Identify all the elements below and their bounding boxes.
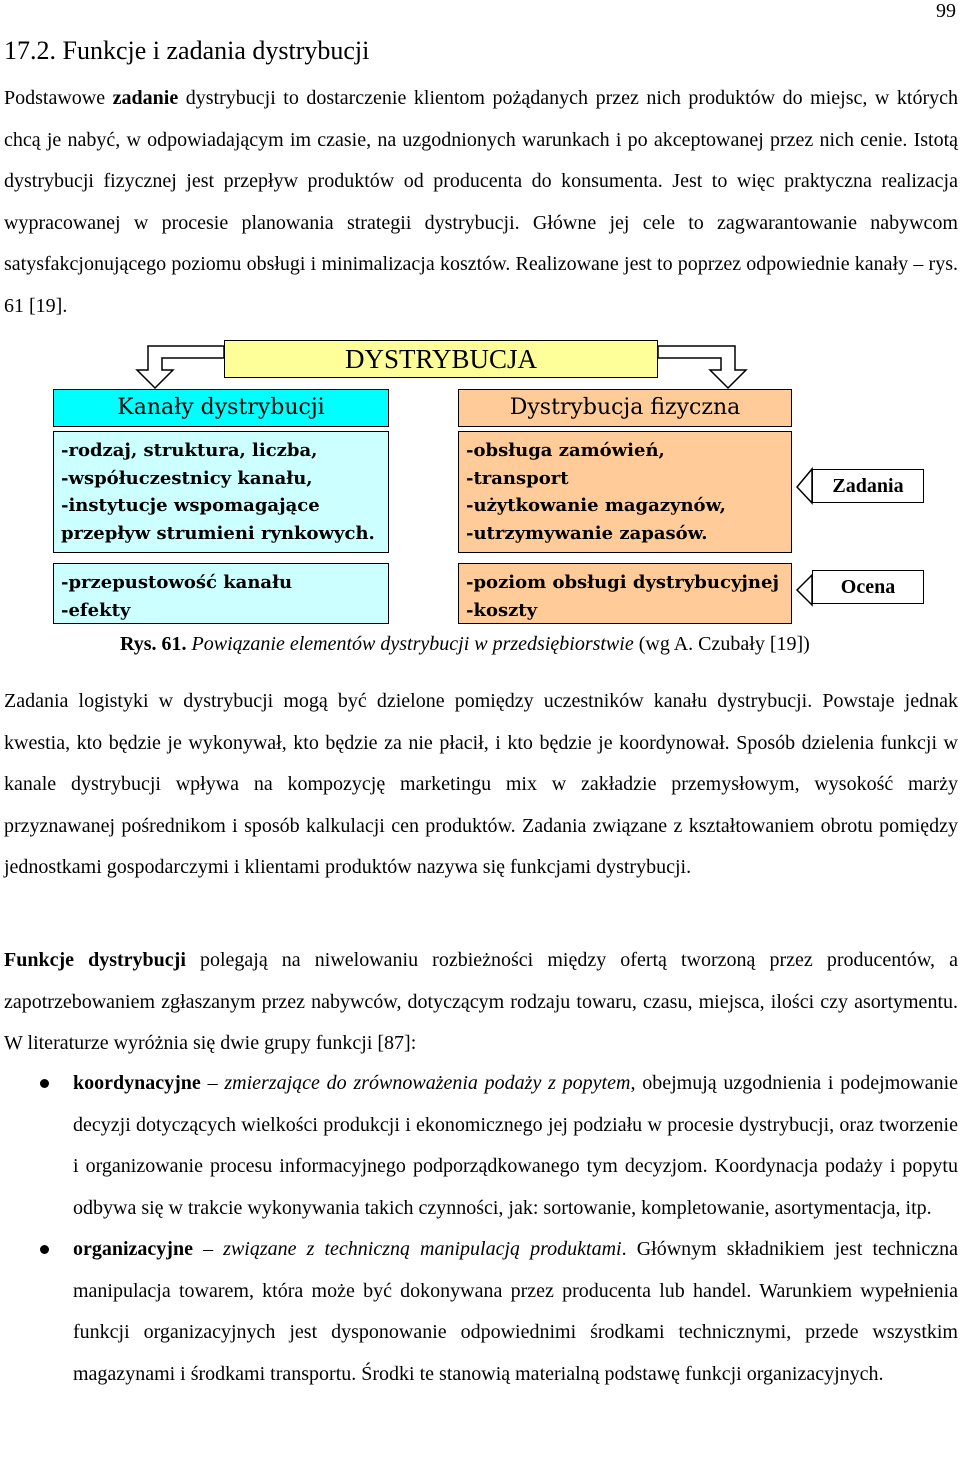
list-item: organizacyjne – związane z techniczną manipulacją produktami. Głównym składnikiem jest techniczna manipulacja towarem, która może być dokonywana przez producenta lub handel. Warunkiem wypełnienia funkcji organizacyjnych jest dysponowanie odpowiednimi środkami technicznymi, przede wszystkim magazynami i środkami transportu. Środki te stanowią materialną podstawę funkcji organizacyjnych. [4,1229,958,1395]
channel-evaluation-box: -przepustowość kanału -efekty [53,563,389,624]
intro-paragraph: Podstawowe zadanie dystrybucji to dostarczenie klientom pożądanych przez nich produktów do miejsc, w których chcą je nabyć, w odpowiadającym im czasie, na uzgodnionych warunkach i po akceptowanej przez nich cenie. Istotą dystrybucji fizycznej jest przepływ produktów od producenta do konsumenta. Jest to więc praktyczna realizacja wypracowanej w procesie planowania strategii dystrybucji. Główne jej cele to zagwarantowanie nabywcom satysfakcjonującego poziomu obsługi i minimalizacja kosztów. Realizowane jest to poprzez odpowiednie kanały – rys. 61 [19]. [4,87,958,317]
bold-term: zadanie [112,87,179,109]
physical-distribution-header: Dystrybucja fizyczna [458,389,792,427]
evaluation-label: Ocena [812,570,924,604]
diagram-title: DYSTRYBUCJA [224,340,658,378]
bullet-icon [40,1079,49,1088]
functions-paragraph: Funkcje dystrybucji polegają na niwelowaniu rozbieżności między ofertą tworzoną przez producentów, a zapotrzebowaniem zgłaszanym przez nabywców, dotyczącym rodzaju towaru, czasu, miejsca, ilości czy asortymentu. W literaturze wyróżnia się dwie grupy funkcji [87]: [4,949,958,1054]
bold-term: Funkcje dystrybucji [4,949,186,971]
physical-tasks-box: -obsługa zamówień, -transport -użytkowanie magazynów, -utrzymywanie zapasów. [458,431,792,553]
channel-tasks-box: -rodzaj, struktura, liczba, -współuczestnicy kanału, -instytucje wspomagające przepływ strumieni rynkowych. [53,431,389,553]
section-heading: 17.2. Funkcje i zadania dystrybucji [4,36,370,65]
bullet-icon [40,1245,49,1254]
page-number: 99 [936,0,956,22]
logistics-paragraph: Zadania logistyki w dystrybucji mogą być dzielone pomiędzy uczestników kanału dystrybucji. Powstaje jednak kwestia, kto będzie je wykonywał, kto będzie za nie płacił, i kto będzie je koordynował. Sposób dzielenia funkcji w kanale dystrybucji wpływa na kompozycję marketingu mix w zakładzie przemysłowym, wysokość marży przyznawanej pośrednikom i sposób kalkulacji cen produktów. Zadania związane z kształtowaniem obrotu pomiędzy jednostkami gospodarczymi i klientami produktów nazywa się funkcjami dystrybucji. [4,690,958,878]
right-bent-arrow [658,346,746,388]
physical-evaluation-box: -poziom obsługi dystrybucyjnej -koszty [458,563,792,624]
tasks-label: Zadania [812,469,924,503]
channels-header: Kanały dystrybucji [53,389,389,427]
left-bent-arrow [137,346,224,388]
evaluation-arrow [797,575,812,605]
tasks-arrow [797,469,812,503]
figure-caption: Rys. 61. Powiązanie elementów dystrybucji w przedsiębiorstwie (wg A. Czubały [19]) [120,633,810,655]
list-item: koordynacyjne – zmierzające do zrównoważenia podaży z popytem, obejmują uzgodnienia i podejmowanie decyzji dotyczących wielkości produkcji i ekonomicznego jej podziału w procesie dystrybucji, oraz tworzenie i organizowanie procesu informacyjnego podporządkowanego tym decyzjom. Koordynacja podaży i popytu odbywa się w trakcie wykonywania takich czynności, jak: sortowanie, kompletowanie, asortymentacja, itp. [4,1063,958,1229]
function-groups-list [4,1063,958,1395]
